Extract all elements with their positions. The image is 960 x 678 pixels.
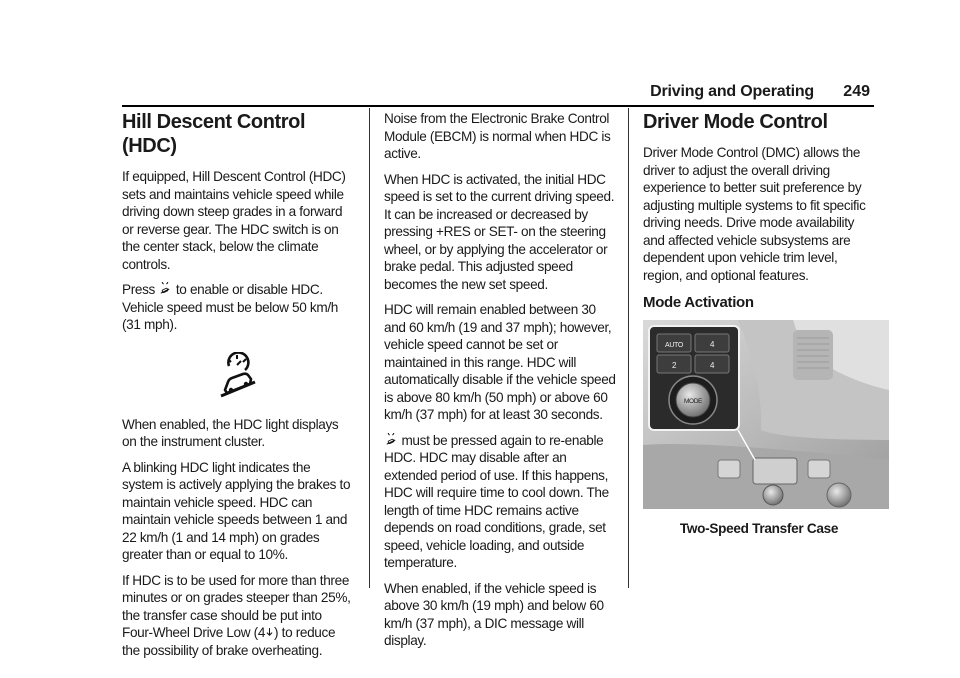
hdc-light-paragraph: When enabled, the HDC light displays on the instrument cluster. xyxy=(122,416,339,449)
mode-activation-heading: Mode Activation xyxy=(643,294,754,311)
page-number: 249 xyxy=(843,83,870,100)
dmc-heading: Driver Mode Control xyxy=(643,111,828,133)
hdc-icon xyxy=(384,433,398,447)
running-header xyxy=(122,80,874,106)
right-column xyxy=(643,110,875,537)
hdc-press-paragraph: Press to enable or disable HDC. Vehicle speed must be below 50 km/h (31 mph). xyxy=(122,281,354,334)
transfer-case-photo xyxy=(643,320,889,509)
four-high-button-label: 4 xyxy=(709,340,715,349)
column-divider xyxy=(628,108,629,588)
hdc-symbol-icon xyxy=(215,352,261,402)
header-rule xyxy=(122,105,874,107)
middle-column xyxy=(384,110,616,658)
hdc-paragraph: If equipped, Hill Descent Control (HDC) sets and maintains vehicle speed while driving down steep grades in a forward or reverse gear. The HDC switch is on the center stack, below the climate controls. xyxy=(122,169,346,272)
mode-knob-label: MODE xyxy=(683,398,703,405)
dmc-paragraph: Driver Mode Control (DMC) allows the driver to adjust the overall driving experience to better suit preference by adjusting multiple systems to fit specific driving needs. Drive mode availability and affected vehicle subsystems are dependent upon vehicle trim level, region, and optional features. xyxy=(643,145,866,283)
hdc-range-paragraph: HDC will remain enabled between 30 and 60 km/h (19 and 37 mph); however, vehicle speed cannot be set or maintained in this range. HDC will automatically disable if the vehicle speed is above 80 km/h (50 mph) or above 60 km/h (37 mph) for at least 30 seconds. xyxy=(384,302,616,422)
auto-button-label: AUTO xyxy=(665,342,683,349)
photo-caption: Two-Speed Transfer Case xyxy=(679,520,839,536)
hdc-speed-paragraph: When HDC is activated, the initial HDC speed is set to the current driving speed. It can be increased or decreased by pressing +RES or SET- on the steering wheel, or by applying the accelerator or brake pedal. This adjusted speed becomes the new set speed. xyxy=(384,171,615,292)
hdc-blink-paragraph: A blinking HDC light indicates the system is actively applying the brakes to maintain vehicle speed. HDC can maintain vehicle speeds between 1 and 22 km/h (1 and 14 mph) on grades greater than or equal to 10%. xyxy=(122,459,351,562)
column-divider xyxy=(369,108,370,588)
left-column xyxy=(122,110,354,667)
hdc-reenable-paragraph: must be pressed again to re-enable HDC. HDC may disable after an extended period of use. If this happens, HDC will require time to cool down. The length of time HDC remains active depends on road conditions, grade, set speed, vehicle loading, and outside temperature. xyxy=(384,432,616,572)
four-low-icon xyxy=(265,625,274,639)
section-title: Driving and Operating xyxy=(650,83,814,100)
hdc-heading: Hill Descent Control (HDC) xyxy=(122,111,306,157)
hdc-icon xyxy=(158,282,172,296)
hdc-transfer-paragraph: If HDC is to be used for more than three minutes or on grades steeper than 25%, the transfer case should be put into Four-Wheel Drive Low (4 ) to reduce the possibility of brake overheating. xyxy=(122,572,351,658)
two-high-button-label: 2 xyxy=(671,361,677,370)
four-low-button-label: 4 xyxy=(709,361,715,370)
ebcm-paragraph: Noise from the Electronic Brake Control Module (EBCM) is normal when HDC is active. xyxy=(384,111,611,161)
dic-message-paragraph: When enabled, if the vehicle speed is above 30 km/h (19 mph) and below 60 km/h (37 mph), a DIC message will display. xyxy=(384,580,604,648)
hdc-symbol-figure xyxy=(122,352,354,402)
